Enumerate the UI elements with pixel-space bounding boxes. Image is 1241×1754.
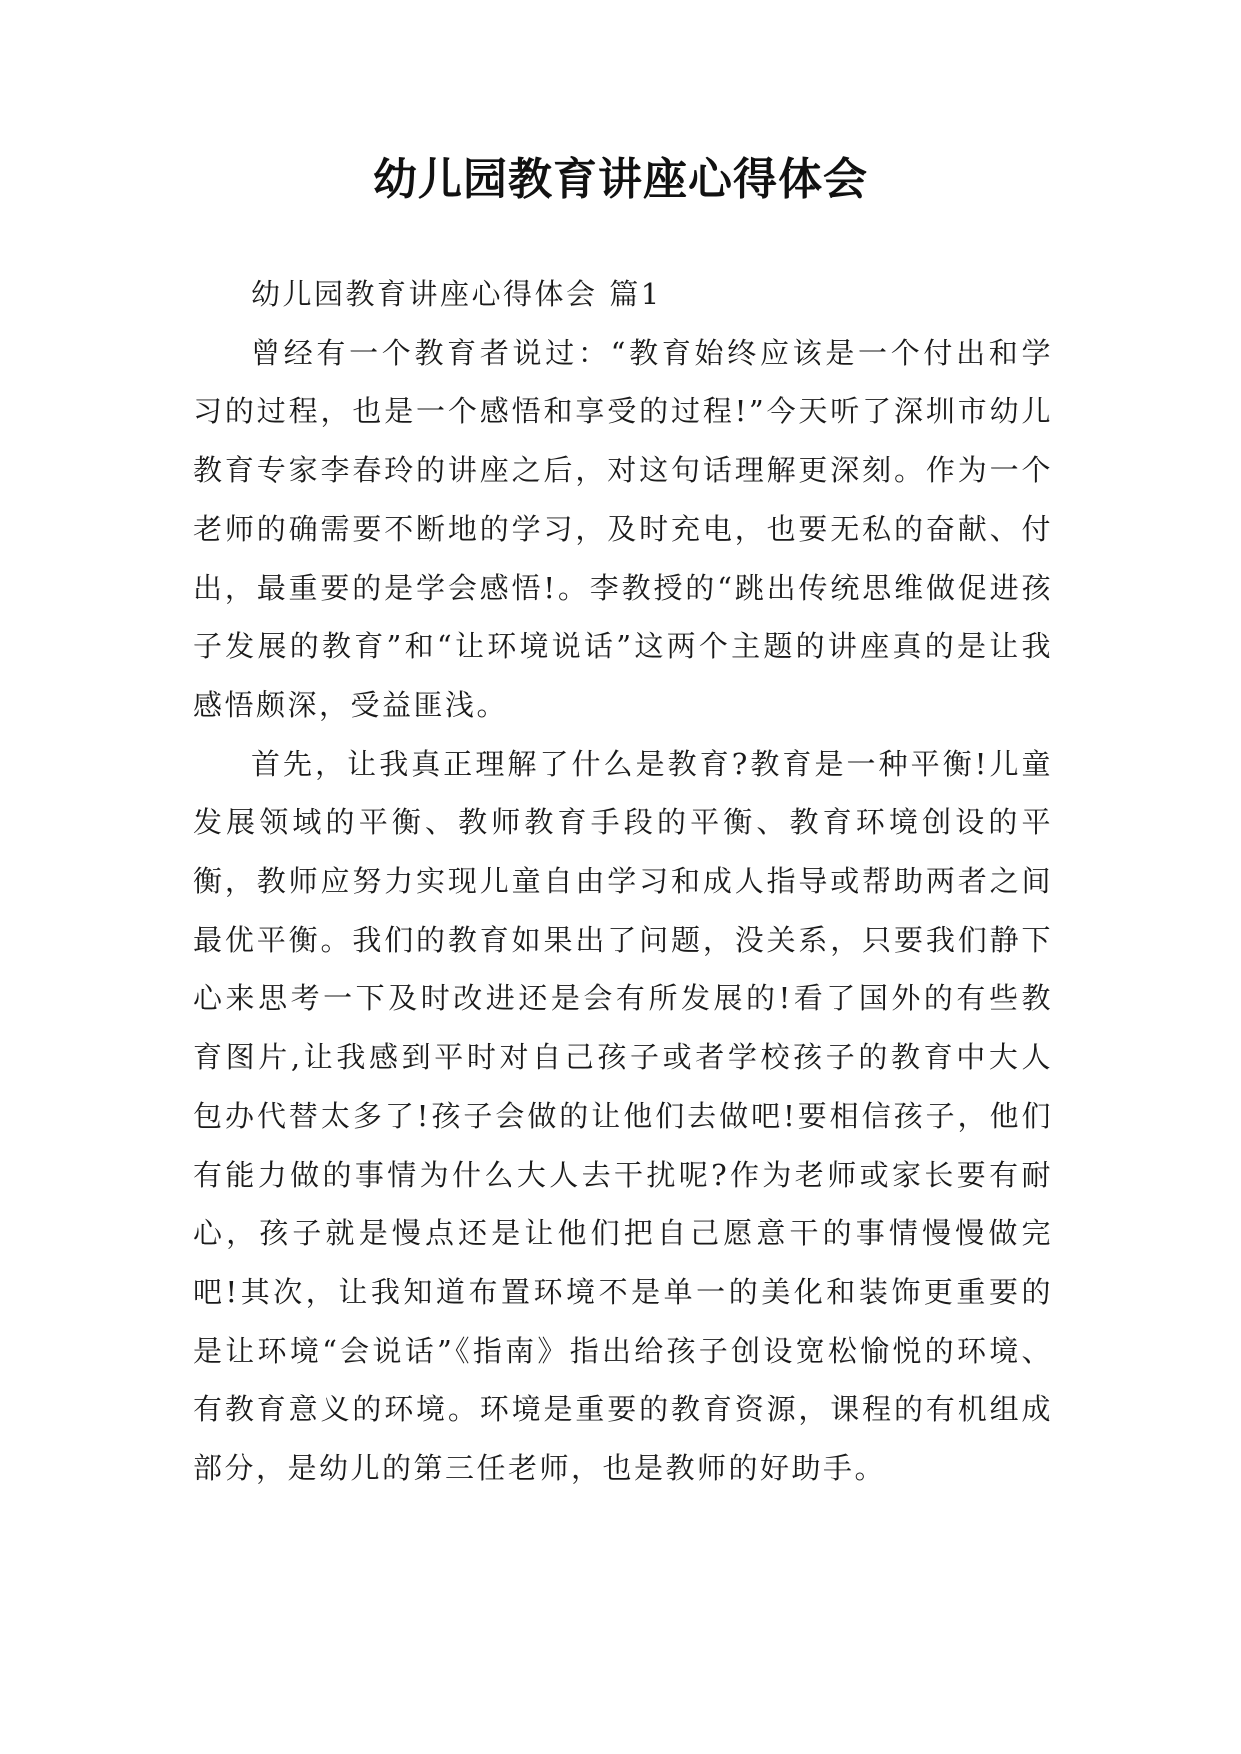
paragraph-2: 首先，让我真正理解了什么是教育?教育是一种平衡!儿童发展领域的平衡、教师教育手段的平衡、教育环境创设的平衡，教师应努力实现儿童自由学习和成人指导或帮助两者之间最优平衡。我们的教育如果出了问题，没关系，只要我们静下心来思考一下及时改进还是会有所发展的!看了国外的有些教育图片,让我感到平时对自己孩子或者学校孩子的教育中大人包办代替太多了!孩子会做的让他们去做吧!要相信孩子，他们有能力做的事情为什么大人去干扰呢?作为老师或家长要有耐心，孩子就是慢点还是让他们把自己愿意干的事情慢慢做完吧!其次，让我知道布置环境不是单一的美化和装饰更重要的是让环境“会说话”《指南》指出给孩子创设宽松愉悦的环境、有教育意义的环境。环境是重要的教育资源，课程的有机组成部分，是幼儿的第三任老师，也是教师的好助手。 — [193, 746, 1053, 1486]
paragraph-1: 曾经有一个教育者说过：“教育始终应该是一个付出和学习的过程，也是一个感悟和享受的过程!”今天听了深圳市幼儿教育专家李春玲的讲座之后，对这句话理解更深刻。作为一个老师的确需要不断地的学习，及时充电，也要无私的奋献、付出，最重要的是学会感悟!。李教授的“跳出传统思维做促进孩子发展的教育”和“让环境说话”这两个主题的讲座真的是让我感悟颇深，受益匪浅。 — [193, 335, 1053, 722]
section-heading: 幼儿园教育讲座心得体会 篇1 — [251, 277, 662, 311]
document-body — [193, 265, 1053, 1498]
document-title: 幼儿园教育讲座心得体会 — [373, 154, 868, 205]
